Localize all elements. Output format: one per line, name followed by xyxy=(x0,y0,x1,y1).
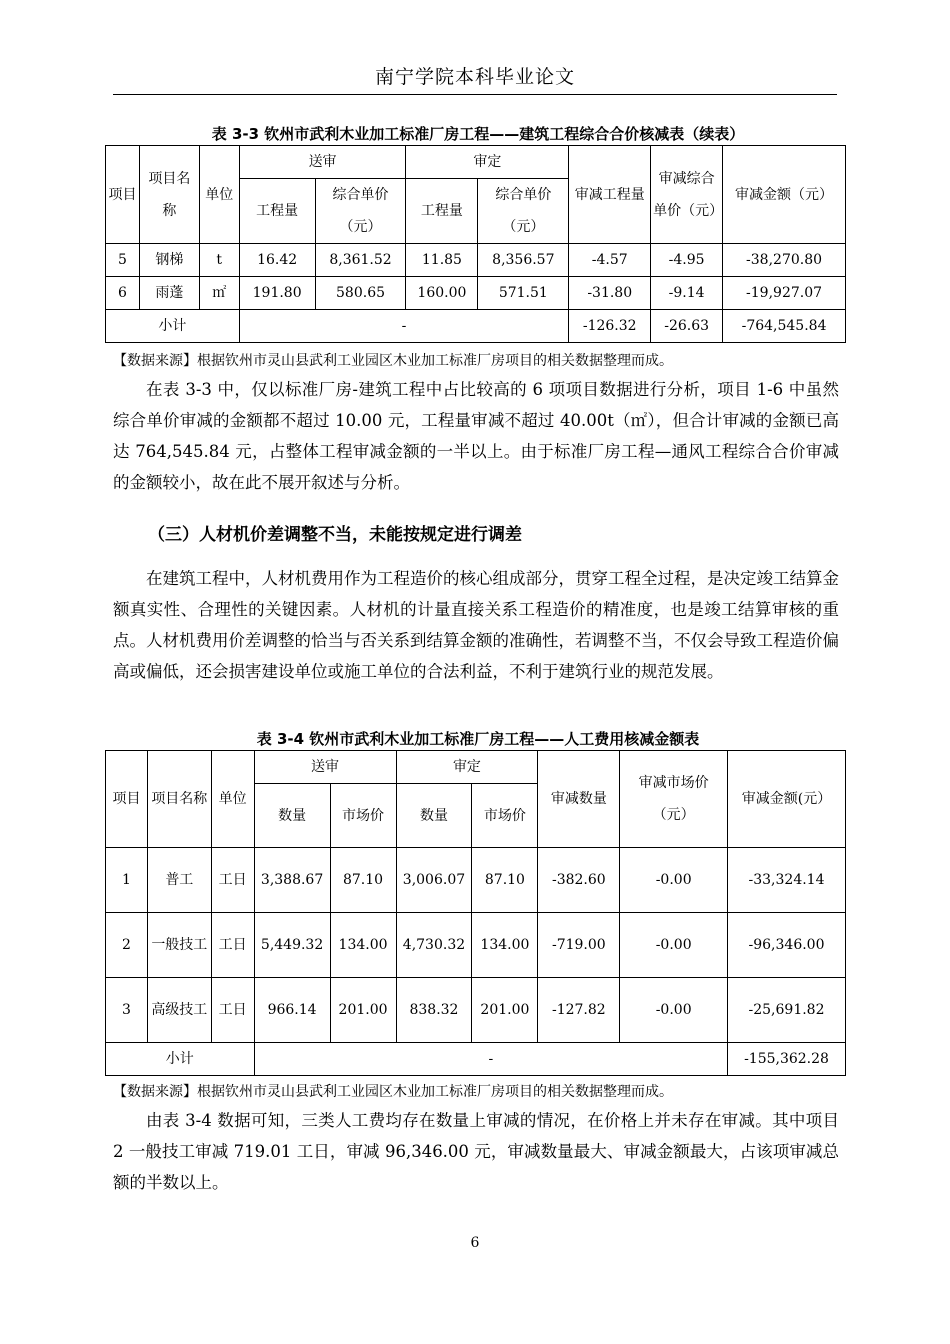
cell-red-price: -0.00 xyxy=(620,913,728,978)
cell-unit: 工日 xyxy=(211,978,254,1043)
header-approved: 审定 xyxy=(406,146,569,179)
cell-unit: 工日 xyxy=(211,913,254,978)
cell-red-price: -0.00 xyxy=(620,848,728,913)
cell-app-price: 201.00 xyxy=(472,978,538,1043)
cell-no: 1 xyxy=(106,848,148,913)
table-3-4 xyxy=(105,750,846,1076)
cell-name: 钢梯 xyxy=(139,244,199,277)
cell-app-price: 8,356.57 xyxy=(478,244,569,277)
header-reduced-amount: 审减金额（元） xyxy=(723,146,846,244)
section-heading-3: （三）人材机价差调整不当，未能按规定进行调差 xyxy=(148,525,522,545)
header-submitted: 送审 xyxy=(239,146,406,179)
header-reduced-amount: 审减金额(元） xyxy=(728,751,846,848)
header-reduced-price: 审减综合单价（元） xyxy=(651,146,723,244)
header-sub-qty: 数量 xyxy=(254,784,330,848)
cell-sub-qty: 966.14 xyxy=(254,978,330,1043)
cell-red-qty: -719.00 xyxy=(538,913,620,978)
cell-app-qty: 11.85 xyxy=(406,244,478,277)
header-app-price: 市场价 xyxy=(472,784,538,848)
cell-unit: 工日 xyxy=(211,848,254,913)
subtotal-row xyxy=(106,1043,846,1076)
cell-red-qty: -127.82 xyxy=(538,978,620,1043)
table-row xyxy=(106,848,846,913)
subtotal-red-price: -26.63 xyxy=(651,310,723,343)
table-row xyxy=(106,277,846,310)
cell-sub-price: 580.65 xyxy=(315,277,406,310)
header-sub-price: 市场价 xyxy=(330,784,396,848)
header-app-qty: 数量 xyxy=(396,784,472,848)
cell-red-amount: -25,691.82 xyxy=(728,978,846,1043)
header-sub-price: 综合单价（元） xyxy=(315,179,406,244)
cell-app-qty: 160.00 xyxy=(406,277,478,310)
header-reduced-qty: 审减数量 xyxy=(538,751,620,848)
cell-red-price: -4.95 xyxy=(651,244,723,277)
header-submitted: 送审 xyxy=(254,751,396,784)
table-3-3-caption: 表 3-3 钦州市武利木业加工标准厂房工程——建筑工程综合合价核减表（续表） xyxy=(211,125,745,143)
cell-name: 一般技工 xyxy=(147,913,211,978)
header-app-price: 综合单价（元） xyxy=(478,179,569,244)
cell-sub-price: 87.10 xyxy=(330,848,396,913)
paragraph-table-3-3-analysis: 在表 3-3 中，仅以标准厂房-建筑工程中占比较高的 6 项项目数据进行分析，项目 1-6 中虽然综合单价审减的金额都不超过 10.00 元，工程量审减不超过 40.00t（㎡），但合计审减的金额已高达 764,545.84 元，占整体工程审减金额的一半以上。由于标准厂房工程—通风工程综合合价审减的金额较小，故在此不展开叙述与分析。 xyxy=(113,380,839,492)
subtotal-red-qty: -126.32 xyxy=(569,310,651,343)
table-row xyxy=(106,978,846,1043)
cell-sub-qty: 16.42 xyxy=(239,244,315,277)
cell-sub-qty: 191.80 xyxy=(239,277,315,310)
table-3-4-source: 【数据来源】根据钦州市灵山县武利工业园区木业加工标准厂房项目的相关数据整理而成。 xyxy=(113,1084,673,1100)
header-item: 项目 xyxy=(106,146,140,244)
header-reduced-price: 审减市场价（元） xyxy=(620,751,728,848)
header-name: 项目名称 xyxy=(147,751,211,848)
cell-no: 5 xyxy=(106,244,140,277)
cell-name: 普工 xyxy=(147,848,211,913)
running-header: 南宁学院本科毕业论文 xyxy=(374,66,575,88)
cell-red-amount: -33,324.14 xyxy=(728,848,846,913)
cell-red-price: -9.14 xyxy=(651,277,723,310)
header-item: 项目 xyxy=(106,751,148,848)
table-3-3-source: 【数据来源】根据钦州市灵山县武利工业园区木业加工标准厂房项目的相关数据整理而成。 xyxy=(113,353,673,369)
cell-red-qty: -31.80 xyxy=(569,277,651,310)
subtotal-dash: - xyxy=(254,1043,727,1076)
subtotal-label: 小计 xyxy=(106,1043,255,1076)
cell-sub-qty: 3,388.67 xyxy=(254,848,330,913)
cell-red-amount: -19,927.07 xyxy=(723,277,846,310)
cell-app-qty: 4,730.32 xyxy=(396,913,472,978)
subtotal-row xyxy=(106,310,846,343)
paragraph-labor-material: 在建筑工程中，人材机费用作为工程造价的核心组成部分，贯穿工程全过程，是决定竣工结算金额真实性、合理性的关键因素。人材机的计量直接关系工程造价的精准度，也是竣工结算审核的重点。人材机费用价差调整的恰当与否关系到结算金额的准确性，若调整不当，不仅会导致工程造价偏高或偏低，还会损害建设单位或施工单位的合法利益，不利于建筑行业的规范发展。 xyxy=(113,569,839,681)
cell-red-qty: -382.60 xyxy=(538,848,620,913)
cell-sub-price: 201.00 xyxy=(330,978,396,1043)
table-3-3 xyxy=(105,145,846,343)
cell-sub-price: 134.00 xyxy=(330,913,396,978)
cell-name: 雨蓬 xyxy=(139,277,199,310)
cell-red-amount: -96,346.00 xyxy=(728,913,846,978)
header-unit: 单位 xyxy=(211,751,254,848)
cell-app-qty: 3,006.07 xyxy=(396,848,472,913)
cell-no: 3 xyxy=(106,978,148,1043)
page-number: 6 xyxy=(470,1235,480,1251)
table-row xyxy=(106,244,846,277)
subtotal-red-amount: -764,545.84 xyxy=(723,310,846,343)
cell-unit: t xyxy=(199,244,239,277)
table-row xyxy=(106,913,846,978)
table-3-4-caption: 表 3-4 钦州市武利木业加工标准厂房工程——人工费用核减金额表 xyxy=(256,730,700,748)
cell-app-price: 571.51 xyxy=(478,277,569,310)
paragraph-table-3-4-analysis: 由表 3-4 数据可知，三类人工费均存在数量上审减的情况，在价格上并未存在审减。其中项目 2 一般技工审减 719.01 工日，审减 96,346.00 元，审减数量最大、审减金额最大，占该项审减总额的半数以上。 xyxy=(113,1111,839,1192)
cell-red-qty: -4.57 xyxy=(569,244,651,277)
header-name: 项目名称 xyxy=(139,146,199,244)
header-unit: 单位 xyxy=(199,146,239,244)
subtotal-dash: - xyxy=(239,310,569,343)
header-reduced-qty: 审减工程量 xyxy=(569,146,651,244)
cell-sub-price: 8,361.52 xyxy=(315,244,406,277)
cell-app-qty: 838.32 xyxy=(396,978,472,1043)
cell-red-amount: -38,270.80 xyxy=(723,244,846,277)
cell-sub-qty: 5,449.32 xyxy=(254,913,330,978)
cell-no: 2 xyxy=(106,913,148,978)
cell-app-price: 87.10 xyxy=(472,848,538,913)
cell-unit: ㎡ xyxy=(199,277,239,310)
header-approved: 审定 xyxy=(396,751,538,784)
subtotal-red-amount: -155,362.28 xyxy=(728,1043,846,1076)
header-rule xyxy=(113,94,837,95)
cell-name: 高级技工 xyxy=(147,978,211,1043)
subtotal-label: 小计 xyxy=(106,310,240,343)
cell-red-price: -0.00 xyxy=(620,978,728,1043)
header-app-qty: 工程量 xyxy=(406,179,478,244)
header-sub-qty: 工程量 xyxy=(239,179,315,244)
cell-no: 6 xyxy=(106,277,140,310)
cell-app-price: 134.00 xyxy=(472,913,538,978)
